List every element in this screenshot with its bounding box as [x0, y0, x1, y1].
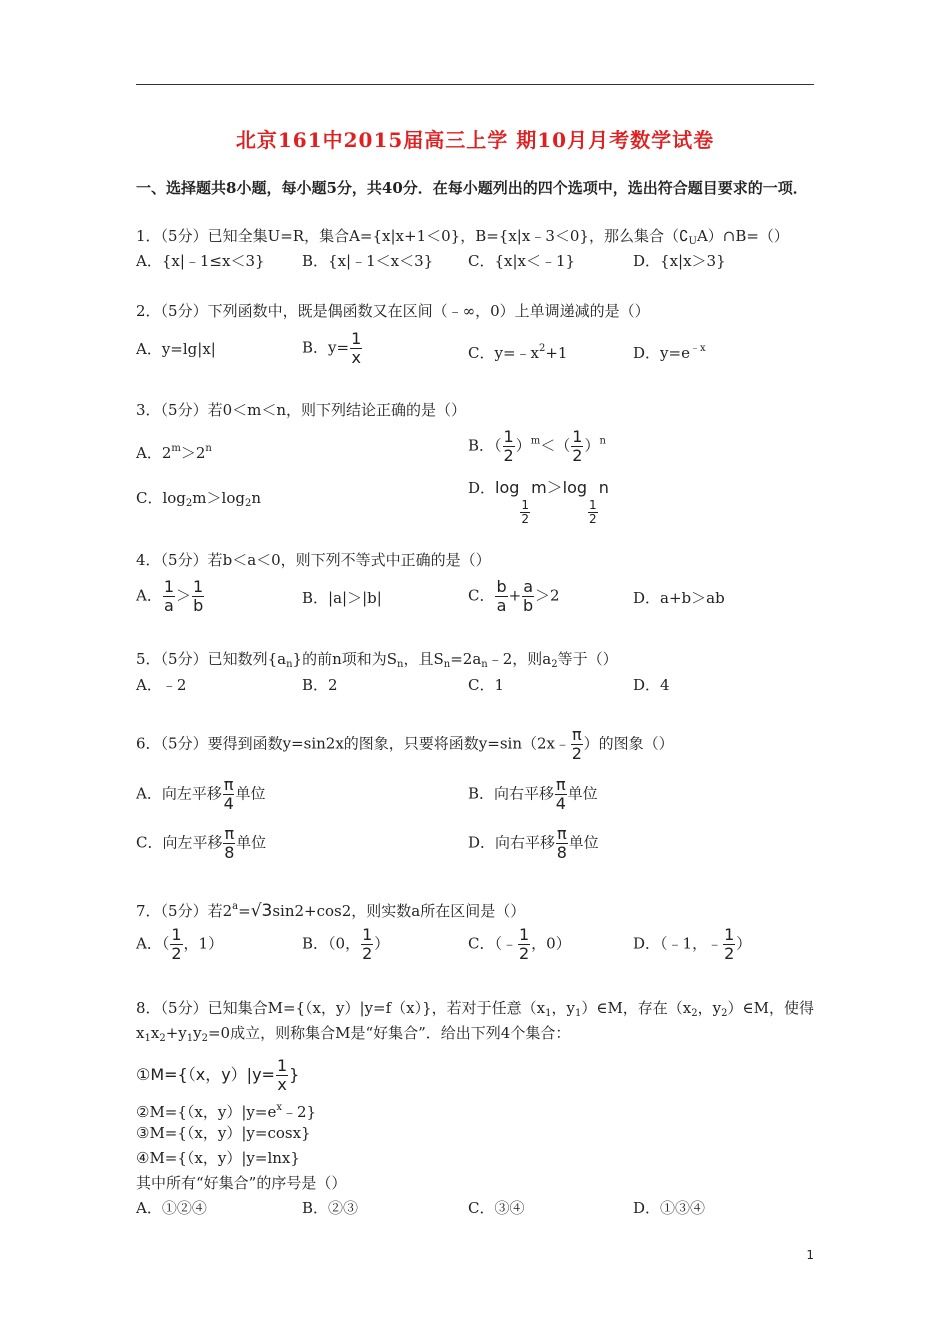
q5-option-b[interactable]: B．2 — [302, 676, 338, 694]
page-number: 1 — [806, 1248, 814, 1262]
section-heading: 一、选择题共8小题，每小题5分，共40分．在每小题列出的四个选项中，选出符合题目要求的一项． — [136, 179, 808, 197]
q6-option-c[interactable]: C．向左平移 $\frac{\pi}{8}$ 单位 — [136, 824, 267, 862]
q4-option-a[interactable]: A． $\frac{1}{a}$ ＞ $\frac{1}{b}$ — [136, 577, 204, 615]
fraction: $\frac{1}{a}$ — [163, 577, 175, 615]
question-6-stem: 6．（5分）要得到函数y=sin2x的图象，只要将函数y=sin（2x﹣ $\frac{\pi}{2}$ ）的图象（） — [136, 725, 674, 763]
q5-option-d[interactable]: D．4 — [633, 676, 670, 694]
q2-option-c[interactable]: C．$y=﹣x^2+1$ — [468, 343, 568, 362]
fraction: $\frac{1}{2}$ — [518, 925, 530, 963]
q1-option-c[interactable]: C．{x|x＜﹣1} — [468, 252, 576, 270]
q4-option-d[interactable]: D．a+b＞ab — [633, 589, 725, 607]
header-rule — [136, 84, 814, 85]
fraction: $\frac{1}{x}$ — [351, 329, 362, 367]
q7-option-d[interactable]: D．（﹣1，﹣ $\frac{1}{2}$ ） — [633, 925, 752, 963]
q8-set-1: ①M={（x，y）|y= $\frac{1}{x}$ } — [136, 1056, 300, 1094]
question-7-stem: 7．（5分）若$2^a=√3\sin 2+\cos 2$，则实数a所在区间是（） — [136, 901, 526, 921]
q8-option-b[interactable]: B．②③ — [302, 1199, 359, 1217]
q6-option-b[interactable]: B．向右平移 $\frac{\pi}{4}$ 单位 — [468, 775, 598, 813]
fraction: $\frac{1}{2}$ — [521, 498, 530, 526]
fraction: $\frac{1}{2}$ — [572, 427, 583, 465]
q3-option-d[interactable]: D．log $\frac{1}{2}$ m＞log $\frac{1}{2}$ n — [468, 478, 609, 526]
question-8-stem-line-1: 8．（5分）已知集合M={（x，y）|y=f（x）}，若对于任意（$x_1$，$y_1)\in M$，存在（$x_2$，$y_2)\in M$，使得 — [136, 999, 814, 1019]
q1-option-d[interactable]: D．{x|x＞3} — [633, 252, 726, 270]
sqrt-3: √3 — [250, 901, 273, 921]
q3-option-c[interactable]: C．$\log_2m>\log_2n$ — [136, 489, 261, 509]
question-5-stem: 5．（5分）已知数列$\{a_n\}$的前n项和为$S_n$，且$S_n=2a_n﹣2$，则$a_2$等于（） — [136, 650, 618, 670]
fraction: $\frac{a}{b}$ — [523, 577, 534, 615]
q1-option-b[interactable]: B．{x|﹣1＜x＜3} — [302, 252, 434, 270]
q4-option-c[interactable]: C． $\frac{b}{a}$ + $\frac{a}{b}$ ＞2 — [468, 577, 560, 615]
question-2-stem: 2．（5分）下列函数中，既是偶函数又在区间（﹣∞，0）上单调递减的是（） — [136, 302, 650, 320]
q3-option-b[interactable]: B．（ $\frac{1}{2}$ ）$^m$＜（ $\frac{1}{2}$ ）$^n$ — [468, 427, 606, 465]
fraction: $\frac{1}{b}$ — [193, 577, 204, 615]
q5-option-a[interactable]: A．﹣2 — [136, 676, 187, 694]
question-4-stem: 4．（5分）若b＜a＜0，则下列不等式中正确的是（） — [136, 551, 491, 569]
q7-option-c[interactable]: C．（﹣ $\frac{1}{2}$ ，0） — [468, 925, 571, 963]
q8-option-a[interactable]: A．①②④ — [136, 1199, 207, 1217]
fraction: $\frac{\pi}{4}$ — [555, 775, 566, 813]
question-3-stem: 3．（5分）若0＜m＜n，则下列结论正确的是（） — [136, 401, 467, 419]
q2-option-a[interactable]: A．y=lg|x| — [136, 340, 216, 358]
q8-option-d[interactable]: D．①③④ — [633, 1199, 706, 1217]
fraction: $\frac{1}{2}$ — [589, 498, 597, 526]
q6-option-d[interactable]: D．向右平移 $\frac{\pi}{8}$ 单位 — [468, 824, 599, 862]
fraction: $\frac{\pi}{8}$ — [224, 824, 235, 862]
fraction: $\frac{\pi}{2}$ — [571, 725, 582, 763]
question-1-stem: 1．（5分）已知全集U=R，集合A={x|x+1＜0}，B={x|x﹣3＜0}，那么集合$(∁_UA)\cap B=()$ — [136, 227, 789, 247]
q4-option-b[interactable]: B．|a|＞|b| — [302, 589, 382, 607]
fraction: $\frac{\pi}{8}$ — [556, 824, 567, 862]
fraction: $\frac{1}{2}$ — [362, 925, 373, 963]
q2-option-d[interactable]: D．$y=e^{﹣x}$ — [633, 343, 706, 362]
fraction: $\frac{1}{2}$ — [503, 427, 514, 465]
fraction: $\frac{1}{2}$ — [171, 925, 182, 963]
fraction: $\frac{1}{x}$ — [276, 1056, 288, 1094]
q2-option-b[interactable]: B．y= $\frac{1}{x}$ — [302, 329, 362, 367]
q7-option-a[interactable]: A．（ $\frac{1}{2}$ ，1） — [136, 925, 224, 963]
fraction: $\frac{\pi}{4}$ — [223, 775, 234, 813]
q3-option-a[interactable]: A．$2^m>2^n$ — [136, 443, 212, 462]
question-8-stem-line-2: $x_1x_2+y_1y_2=0$成立，则称集合M是“好集合”．给出下列4个集合： — [136, 1024, 571, 1044]
fraction: $\frac{1}{2}$ — [724, 925, 735, 963]
q1-option-a[interactable]: A．{x|﹣1≤x＜3} — [136, 252, 265, 270]
page-title: 北京161中2015届高三上学 期10月月考数学试卷 — [235, 128, 715, 152]
q8-set-4: ④M={（x，y）|y=lnx} — [136, 1149, 300, 1167]
q6-option-a[interactable]: A．向左平移 $\frac{\pi}{4}$ 单位 — [136, 775, 266, 813]
q8-set-2: ②M={（x，$y)|y=e^x﹣2$} — [136, 1102, 317, 1121]
q8-option-c[interactable]: C．③④ — [468, 1199, 525, 1217]
q5-option-c[interactable]: C．1 — [468, 676, 505, 694]
q8-set-3: ③M={（x，y）|y=cosx} — [136, 1124, 311, 1142]
q8-question: 其中所有“好集合”的序号是（） — [136, 1174, 347, 1192]
fraction: $\frac{b}{a}$ — [496, 577, 507, 615]
q7-option-b[interactable]: B．（0， $\frac{1}{2}$ ） — [302, 925, 390, 963]
